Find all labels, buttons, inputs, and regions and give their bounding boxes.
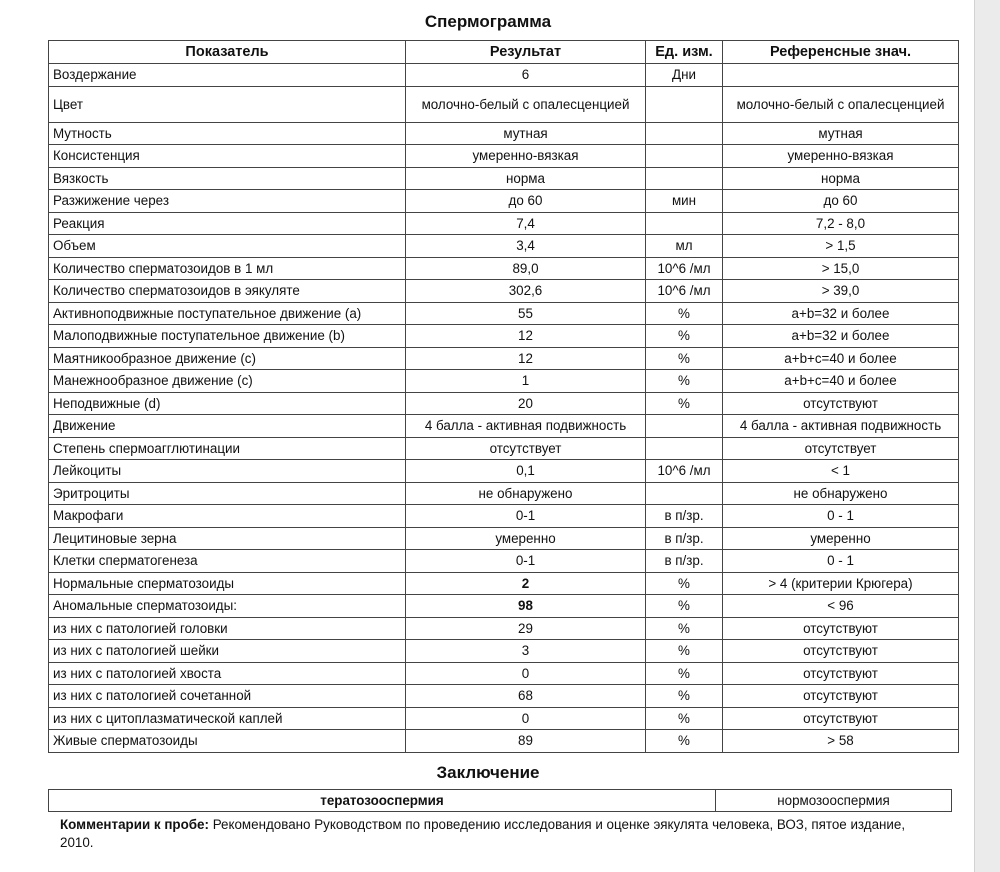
parameter-name: Клетки сперматогенеза — [49, 550, 406, 573]
unit-value — [646, 437, 723, 460]
result-value: 0-1 — [406, 505, 646, 528]
reference-value: отсутствуют — [723, 662, 959, 685]
result-value: молочно-белый с опалесценцией — [406, 86, 646, 122]
parameter-name: Воздержание — [49, 64, 406, 87]
sample-comment — [60, 816, 920, 852]
reference-value: 4 балла - активная подвижность — [723, 415, 959, 438]
unit-value: % — [646, 572, 723, 595]
reference-value: отсутствуют — [723, 617, 959, 640]
table-row — [49, 505, 959, 528]
result-value: 0 — [406, 662, 646, 685]
unit-value: % — [646, 370, 723, 393]
parameter-name: Движение — [49, 415, 406, 438]
parameter-name: Малоподвижные поступательное движение (b) — [49, 325, 406, 348]
table-row — [49, 190, 959, 213]
header-parameter: Показатель — [49, 41, 406, 64]
reference-value: 0 - 1 — [723, 550, 959, 573]
unit-value: 10^6 /мл — [646, 460, 723, 483]
table-row — [49, 640, 959, 663]
result-value: 89 — [406, 730, 646, 753]
reference-value: > 15,0 — [723, 257, 959, 280]
result-value: 6 — [406, 64, 646, 87]
unit-value: % — [646, 662, 723, 685]
result-value: 3,4 — [406, 235, 646, 258]
unit-value: % — [646, 640, 723, 663]
parameter-name: Мутность — [49, 122, 406, 145]
unit-value: мин — [646, 190, 723, 213]
result-value: 0,1 — [406, 460, 646, 483]
table-row — [49, 280, 959, 303]
result-value: отсутствует — [406, 437, 646, 460]
unit-value: % — [646, 730, 723, 753]
table-row — [49, 122, 959, 145]
parameter-name: из них с патологией головки — [49, 617, 406, 640]
unit-value: % — [646, 392, 723, 415]
table-row — [49, 302, 959, 325]
result-value: мутная — [406, 122, 646, 145]
table-row — [49, 707, 959, 730]
unit-value — [646, 122, 723, 145]
parameter-name: Эритроциты — [49, 482, 406, 505]
document-title: Спермограмма — [424, 12, 552, 31]
table-row — [49, 167, 959, 190]
unit-value — [646, 212, 723, 235]
result-value: не обнаружено — [406, 482, 646, 505]
unit-value: % — [646, 595, 723, 618]
result-value: умеренно-вязкая — [406, 145, 646, 168]
parameter-name: из них с патологией хвоста — [49, 662, 406, 685]
reference-value: a+b=32 и более — [723, 325, 959, 348]
parameter-name: Лецитиновые зерна — [49, 527, 406, 550]
table-row — [49, 370, 959, 393]
result-value: до 60 — [406, 190, 646, 213]
unit-value: мл — [646, 235, 723, 258]
parameter-name: Живые сперматозоиды — [49, 730, 406, 753]
table-row — [49, 730, 959, 753]
unit-value: % — [646, 302, 723, 325]
result-value: 20 — [406, 392, 646, 415]
result-value: 89,0 — [406, 257, 646, 280]
reference-value: a+b+c=40 и более — [723, 370, 959, 393]
reference-value: умеренно — [723, 527, 959, 550]
parameter-name: Вязкость — [49, 167, 406, 190]
table-row — [49, 437, 959, 460]
result-value: 12 — [406, 325, 646, 348]
header-unit: Ед. изм. — [646, 41, 723, 64]
reference-value: мутная — [723, 122, 959, 145]
parameter-name: из них с цитоплазматической каплей — [49, 707, 406, 730]
result-value: 98 — [406, 595, 646, 618]
parameter-name: Консистенция — [49, 145, 406, 168]
unit-value: в п/зр. — [646, 527, 723, 550]
reference-value: > 58 — [723, 730, 959, 753]
result-value: 0 — [406, 707, 646, 730]
conclusion-reference: нормозооспермия — [716, 790, 952, 812]
table-row — [49, 572, 959, 595]
unit-value: в п/зр. — [646, 550, 723, 573]
unit-value: Дни — [646, 64, 723, 87]
parameter-name: Макрофаги — [49, 505, 406, 528]
table-row — [49, 347, 959, 370]
result-value: 0-1 — [406, 550, 646, 573]
unit-value — [646, 415, 723, 438]
unit-value: % — [646, 617, 723, 640]
parameter-name: Количество сперматозоидов в эякуляте — [49, 280, 406, 303]
reference-value: 7,2 - 8,0 — [723, 212, 959, 235]
result-value: умеренно — [406, 527, 646, 550]
table-row — [49, 595, 959, 618]
parameter-name: Лейкоциты — [49, 460, 406, 483]
parameter-name: Степень спермоагглютинации — [49, 437, 406, 460]
parameter-name: из них с патологией сочетанной — [49, 685, 406, 708]
unit-value — [646, 145, 723, 168]
header-reference: Референсные знач. — [723, 41, 959, 64]
result-value: 12 — [406, 347, 646, 370]
result-value: 4 балла - активная подвижность — [406, 415, 646, 438]
reference-value: отсутствует — [723, 437, 959, 460]
table-row — [49, 235, 959, 258]
reference-value: > 1,5 — [723, 235, 959, 258]
parameter-name: Активноподвижные поступательное движение (a) — [49, 302, 406, 325]
table-row — [49, 482, 959, 505]
reference-value: < 96 — [723, 595, 959, 618]
unit-value — [646, 482, 723, 505]
result-value: 2 — [406, 572, 646, 595]
unit-value: в п/зр. — [646, 505, 723, 528]
parameter-name: Количество сперматозоидов в 1 мл — [49, 257, 406, 280]
comment-text: Рекомендовано Руководством по проведению исследования и оценке эякулята человека, ВОЗ, пятое издание, 2010. — [60, 817, 906, 850]
result-value: 302,6 — [406, 280, 646, 303]
result-value: норма — [406, 167, 646, 190]
parameter-name: Аномальные сперматозоиды: — [49, 595, 406, 618]
reference-value: отсутствуют — [723, 392, 959, 415]
unit-value — [646, 86, 723, 122]
unit-value: % — [646, 707, 723, 730]
table-row — [49, 257, 959, 280]
reference-value: < 1 — [723, 460, 959, 483]
parameter-name: Манежнообразное движение (c) — [49, 370, 406, 393]
reference-value: отсутствуют — [723, 707, 959, 730]
table-row — [49, 86, 959, 122]
table-row — [49, 527, 959, 550]
conclusion-table — [48, 789, 952, 812]
conclusion-row — [49, 790, 952, 812]
conclusion-result: тератозооспермия — [49, 790, 716, 812]
reference-value: умеренно-вязкая — [723, 145, 959, 168]
table-row — [49, 685, 959, 708]
parameter-name: Объем — [49, 235, 406, 258]
conclusion-title: Заключение — [436, 763, 540, 782]
parameter-name: Нормальные сперматозоиды — [49, 572, 406, 595]
table-row — [49, 325, 959, 348]
unit-value: % — [646, 325, 723, 348]
table-row — [49, 392, 959, 415]
unit-value: 10^6 /мл — [646, 280, 723, 303]
reference-value: > 39,0 — [723, 280, 959, 303]
result-value: 7,4 — [406, 212, 646, 235]
table-row — [49, 617, 959, 640]
reference-value: a+b=32 и более — [723, 302, 959, 325]
table-row — [49, 662, 959, 685]
reference-value: a+b+c=40 и более — [723, 347, 959, 370]
parameter-name: Маятникообразное движение (c) — [49, 347, 406, 370]
reference-value: молочно-белый с опалесценцией — [723, 86, 959, 122]
parameter-name: Неподвижные (d) — [49, 392, 406, 415]
result-value: 1 — [406, 370, 646, 393]
table-header-row — [49, 41, 959, 64]
results-table — [48, 40, 959, 753]
parameter-name: Цвет — [49, 86, 406, 122]
table-row — [49, 550, 959, 573]
table-row — [49, 212, 959, 235]
reference-value: 0 - 1 — [723, 505, 959, 528]
parameter-name: Реакция — [49, 212, 406, 235]
comment-label: Комментарии к пробе: — [60, 817, 209, 832]
result-value: 29 — [406, 617, 646, 640]
reference-value: > 4 (критерии Крюгера) — [723, 572, 959, 595]
reference-value: не обнаружено — [723, 482, 959, 505]
reference-value: до 60 — [723, 190, 959, 213]
unit-value: 10^6 /мл — [646, 257, 723, 280]
header-result: Результат — [406, 41, 646, 64]
table-row — [49, 415, 959, 438]
table-row — [49, 460, 959, 483]
unit-value: % — [646, 685, 723, 708]
unit-value — [646, 167, 723, 190]
table-row — [49, 145, 959, 168]
result-value: 3 — [406, 640, 646, 663]
reference-value — [723, 64, 959, 87]
reference-value: отсутствуют — [723, 685, 959, 708]
parameter-name: из них с патологией шейки — [49, 640, 406, 663]
reference-value: отсутствуют — [723, 640, 959, 663]
parameter-name: Разжижение через — [49, 190, 406, 213]
table-row — [49, 64, 959, 87]
result-value: 68 — [406, 685, 646, 708]
unit-value: % — [646, 347, 723, 370]
reference-value: норма — [723, 167, 959, 190]
page-edge — [974, 0, 1000, 872]
result-value: 55 — [406, 302, 646, 325]
